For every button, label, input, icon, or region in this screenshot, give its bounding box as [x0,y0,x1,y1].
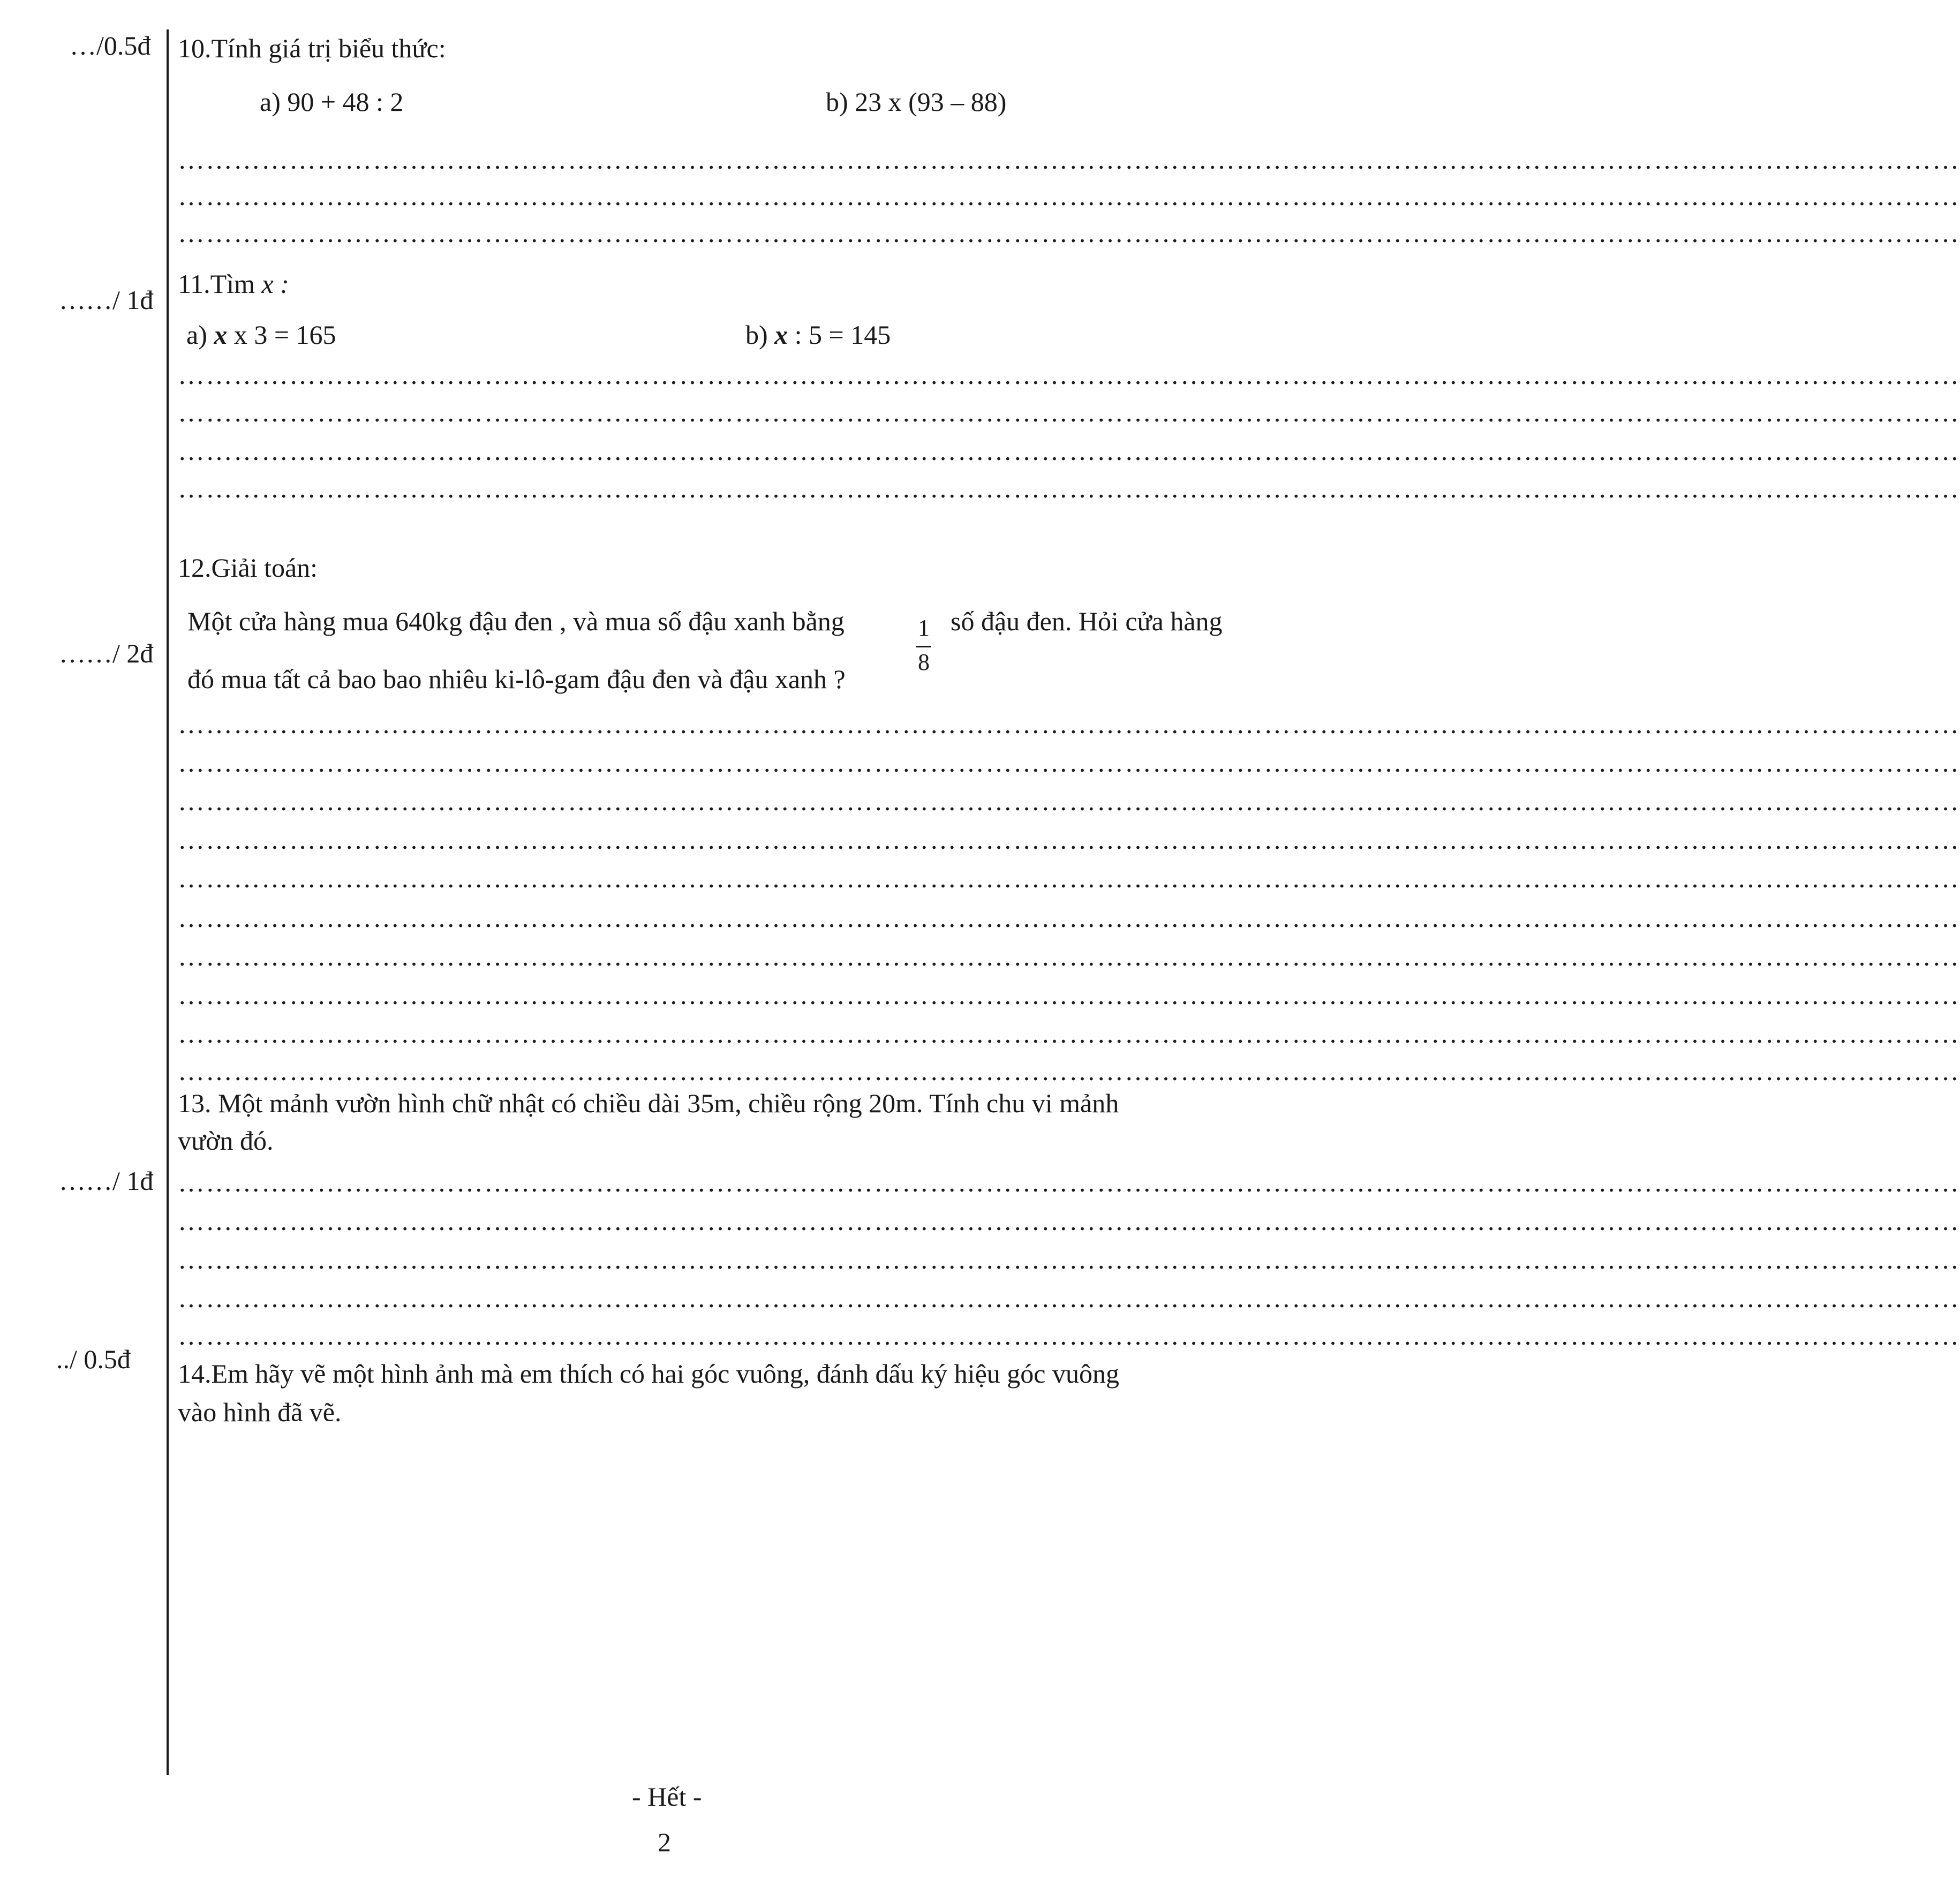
q12-title: 12.Giải toán: [178,553,318,583]
q11-a-var: x [214,320,228,350]
answer-line: ………………………………………………………………………………………………………………………………………………………………………… [178,1206,1960,1236]
score-q11: ……/ 1đ [59,285,154,315]
q13-line1: 13. Một mảnh vườn hình chữ nhật có chiều dài 35m, chiều rộng 20m. Tính chu vi mảnh [178,1088,1119,1118]
answer-line: ………………………………………………………………………………………………………………………………………………………………………… [178,360,1960,390]
answer-line: ………………………………………………………………………………………………………………………………………………………………………… [178,397,1960,427]
q11-part-b [745,319,891,351]
end-marker: - Hết - [632,1782,702,1812]
q11-a-rest: x 3 = 165 [227,320,336,350]
page-number: 2 [658,1827,671,1857]
answer-line: ………………………………………………………………………………………………………………………………………………………………………… [178,181,1960,211]
q11-title-text: 11.Tìm [178,269,262,299]
answer-line: ………………………………………………………………………………………………………………………………………………………………………… [178,709,1960,739]
q12-line1-after: số đậu đen. Hỏi cửa hàng [951,606,1223,636]
fraction-numerator: 1 [918,615,930,641]
answer-line: ………………………………………………………………………………………………………………………………………………………………………… [178,825,1960,855]
answer-line: ………………………………………………………………………………………………………………………………………………………………………… [178,145,1960,175]
q11-b-var: x [774,320,788,350]
score-q14: ../ 0.5đ [56,1344,131,1374]
answer-line: ………………………………………………………………………………………………………………………………………………………………………… [178,786,1960,816]
q12-line1-before: Một cửa hàng mua 640kg đậu đen , và mua số đậu xanh bằng [187,606,845,636]
q11-a-prefix: a) [186,320,214,350]
q11-title-var: x : [261,269,289,299]
score-margin-line [167,29,169,1775]
q14-line2: vào hình đã vẽ. [178,1397,342,1427]
q14-line1: 14.Em hãy vẽ một hình ảnh mà em thích có hai góc vuông, đánh dấu ký hiệu góc vuông [178,1359,1119,1389]
answer-line: ………………………………………………………………………………………………………………………………………………………………………… [178,863,1960,893]
fraction-denominator: 8 [918,649,930,675]
q11-b-rest: : 5 = 145 [788,320,891,350]
answer-line: ………………………………………………………………………………………………………………………………………………………………………… [178,980,1960,1010]
answer-line: ………………………………………………………………………………………………………………………………………………………………………… [178,1019,1960,1049]
answer-line: ………………………………………………………………………………………………………………………………………………………………………… [178,1056,1960,1086]
q13-line2: vườn đó. [178,1126,274,1156]
answer-line: ………………………………………………………………………………………………………………………………………………………………………… [178,436,1960,466]
score-q12: ……/ 2đ [59,638,154,668]
fraction-bar [916,646,931,647]
q10-part-a: a) 90 + 48 : 2 [260,87,404,117]
answer-line: ………………………………………………………………………………………………………………………………………………………………………… [178,1245,1960,1274]
q11-part-a [186,319,336,351]
answer-line: ………………………………………………………………………………………………………………………………………………………………………… [178,473,1960,503]
q12-line2: đó mua tất cả bao bao nhiêu ki-lô-gam đậu đen và đậu xanh ? [187,664,846,694]
answer-line: ………………………………………………………………………………………………………………………………………………………………………… [178,1321,1960,1351]
answer-line: ………………………………………………………………………………………………………………………………………………………………………… [178,1167,1960,1197]
q11-b-prefix: b) [745,320,775,350]
q11-title [178,268,289,300]
q10-part-b: b) 23 x (93 – 88) [826,87,1007,117]
answer-line: ………………………………………………………………………………………………………………………………………………………………………… [178,903,1960,933]
score-q13: ……/ 1đ [59,1166,154,1196]
q10-title: 10.Tính giá trị biểu thức: [178,33,446,63]
score-q10: …/0.5đ [70,31,151,61]
answer-line: ………………………………………………………………………………………………………………………………………………………………………… [178,748,1960,778]
answer-line: ………………………………………………………………………………………………………………………………………………………………………… [178,218,1960,248]
answer-line: ………………………………………………………………………………………………………………………………………………………………………… [178,1283,1960,1313]
answer-line: ………………………………………………………………………………………………………………………………………………………………………… [178,941,1960,971]
